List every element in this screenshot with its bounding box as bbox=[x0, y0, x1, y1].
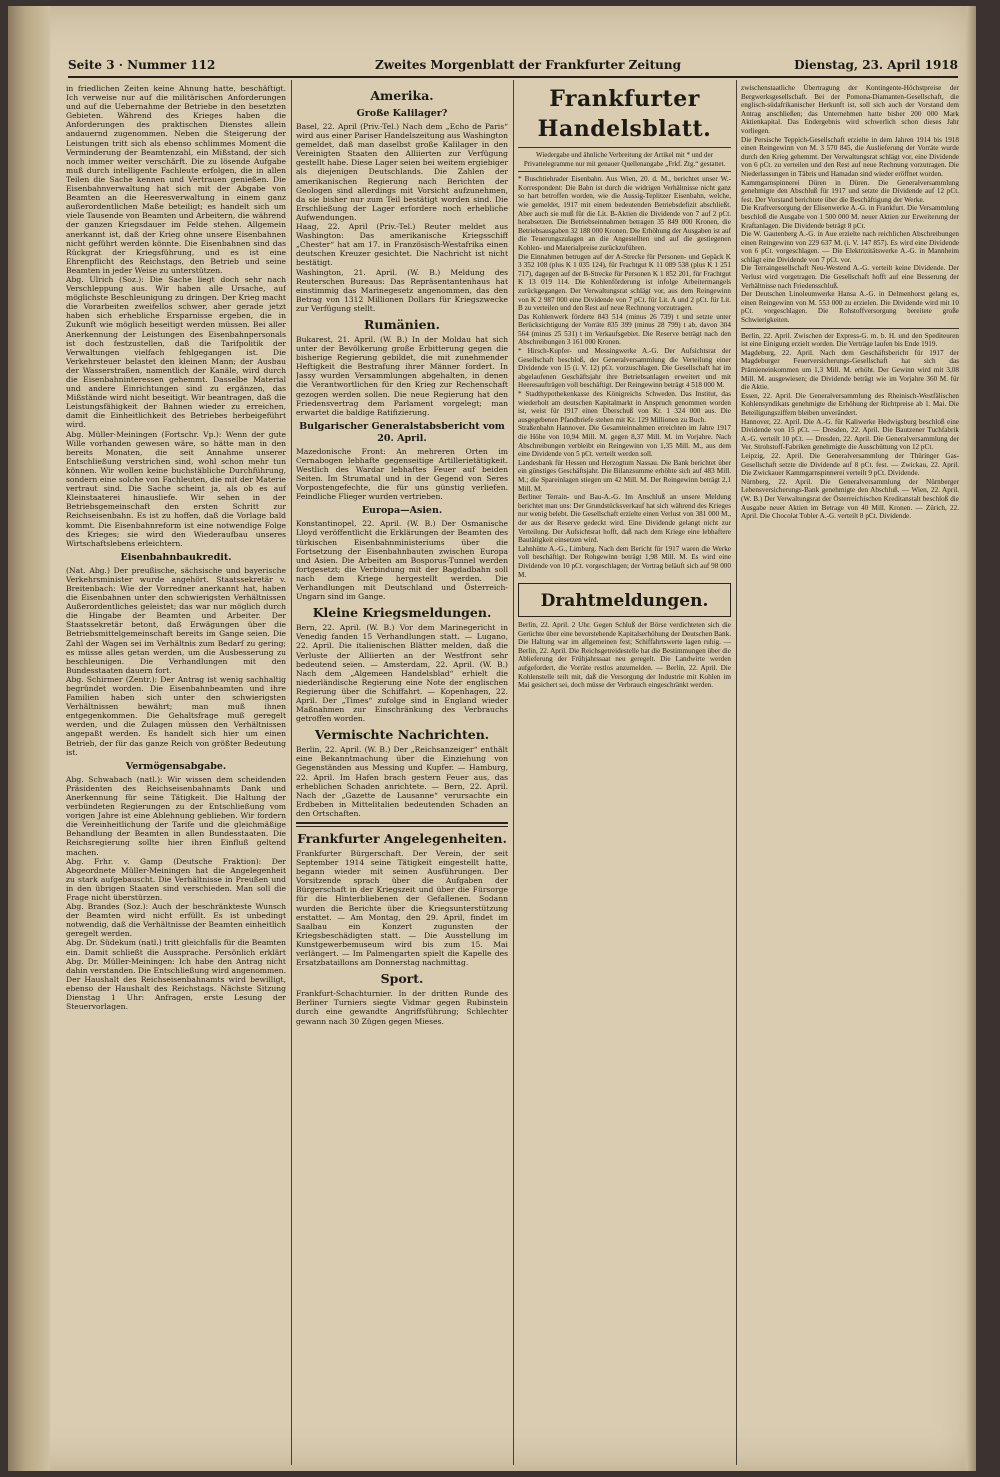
section-heading-bulgaria: Bulgarischer Generalstabsbericht vom 20. April. bbox=[299, 420, 505, 444]
paragraph: Straßenbahn Hannover. Die Gesamteinnahmen erreichten im Jahre 1917 die Höhe von 10,94 Mill. M. gegen 8,37 Mill. M. im Vorjahre. Nach Abschreibungen verbleibt ein Reingewinn von 1,35 Mill. M., aus dem eine Dividende von 5 pCt. verteilt werden soll. bbox=[518, 424, 731, 459]
paragraph: Nürnberg, 22. April. Die Generalversammlung der Nürnberger Lebensversicherungs-Bank genehmigte den Abschluß. — Wien, 22. April. (W. B.) Der Verwaltungsrat der Österreichischen Kreditanstalt beschloß die Ausgabe neuer Aktien im Betrage von 40 Mill. Kronen. — Zürich, 22. April. Die Chocolat Tobler A.-G. verteilt 8 pCt. Dividende. bbox=[741, 477, 959, 521]
paragraph: * Hirsch-Kupfer- und Messingwerke A.-G. Der Aufsichtsrat der Gesellschaft beschloß, der Generalversammlung die Verteilung einer Dividende von 15 (i. V. 12) pCt. vorzuschlagen. Die Gesellschaft hat im abgelaufenen Geschäftsjahr ihre Betriebsanlagen erweitert und mit Heeresaufträgen voll beschäftigt. Der Reingewinn beträgt 4 518 000 M. bbox=[518, 347, 731, 390]
page-edge bbox=[966, 6, 976, 1471]
paragraph: Bern, 22. April. (W. B.) Vor dem Marinegericht in Venedig fanden 15 Verhandlungen statt. — Lugano, 22. April. Die italienischen Blätter melden, daß die Verluste der Alliierten an der Westfront sehr bedeutend seien. — Amsterdam, 22. April. (W. B.) Nach dem „Algemeen Handelsblad“ erhielt die niederländische Regierung eine Note der englischen Regierung über die Schiffahrt. — Kopenhagen, 22. April. Der „Times“ zufolge sind in England wieder Maßnahmen zur Einschränkung des Verbrauchs getroffen worden. bbox=[296, 623, 508, 724]
paragraph: Der Deutschen Linoleumwerke Hansa A.-G. in Delmenhorst gelang es, einen Reingewinn von M. 553 000 zu erzielen. Die Dividende wird mit 10 pCt. vorgeschlagen. Die Rohstoffversorgung bereitete große Schwierigkeiten. bbox=[741, 290, 959, 325]
column-separator bbox=[513, 80, 514, 1465]
paragraph: Abg. Frhr. v. Gamp (Deutsche Fraktion): Der Abgeordnete Müller-Meiningen hat die Angelegenheit zu stark aufgebauscht. Die Verhältnisse in Preußen und in den übrigen Staaten sind verschieden. Man soll die Frage nicht überstürzen. bbox=[66, 856, 286, 902]
paragraph: Berlin, 22. April. 2 Uhr. Gegen Schluß der Börse verdichteten sich die Gerüchte über eine bevorstehende Kapitalserhöhung der Deutschen Bank. Die Haltung war im allgemeinen fest; Schiffahrtswerte lagen ruhig. — Berlin, 22. April. Die Reichsgetreidestelle hat die Bestimmungen über die Ablieferung der Frühjahrssaat neu geregelt. Die Landwirte werden aufgefordert, die Vorräte restlos anzumelden. — Berlin, 22. April. Die Kohlenstelle teilt mit, daß die Versorgung der Industrie mit Kohlen im Mai gesichert sei, doch müsse der Verbrauch eingeschränkt werden. bbox=[518, 621, 731, 690]
paragraph: Berlin, 22. April. (W. B.) Der „Reichsanzeiger“ enthält eine Bekanntmachung über die Einziehung von Gegenständen aus Messing und Kupfer. — Hamburg, 22. April. Im Hafen brach gestern Feuer aus, das erheblichen Schaden anrichtete. — Bern, 22. April. Nach der „Gazette de Lausanne“ verursachte ein Erdbeben in Mittelitalien bedeutenden Schaden an den Ortschaften. bbox=[296, 745, 508, 818]
paragraph: Mazedonische Front: An mehreren Orten im Cernabogen lebhafte gegenseitige Artillerietätigkeit. Westlich des Wardar lebhaftes Feuer auf beiden Seiten. Im Strumatal und in der Gegend von Seres Vorpostengefechte, die für uns günstig verliefen. Feindliche Flieger wurden vertrieben. bbox=[296, 446, 508, 502]
paragraph: Washington, 21. April. (W. B.) Meldung des Reuterschen Bureaus: Das Repräsentantenhaus hat einstimmig das Marinegesetz angenommen, das den Betrag von 1312 Millionen Dollars für Kriegszwecke zur Verfügung stellt. bbox=[296, 267, 508, 313]
column-separator bbox=[736, 80, 737, 1465]
paragraph: Frankfurter Bürgerschaft. Der Verein, der seit September 1914 seine Tätigkeit eingestellt hatte, begann wieder mit seinen Ausführungen. Der Vorsitzende sprach über die Aufgaben der Bürgerschaft in der Kriegszeit und über die Fürsorge für die Hinterbliebenen der Gefallenen. Sodann wurden die Berichte über die Kriegsunterstützung erstattet. — Am Montag, den 29. April, findet im Saalbau ein Konzert zugunsten der Kriegsbeschädigten statt. — Die Ausstellung im Kunstgewerbemuseum wird bis zum 15. Mai verlängert. — Im Palmengarten spielt die Kapelle des Ersatzbataillons am Donnerstag nachmittag. bbox=[296, 849, 508, 968]
paragraph: Abg. Dr. Südekum (natl.) tritt gleichfalls für die Beamten ein. Damit schließt die Aussprache. Persönlich erklärt Abg. Dr. Müller-Meiningen: Ich habe den Antrag nicht dahin verstanden. Die Entschließung wird angenommen. Der Haushalt des Reichseisenbahnamts wird bewilligt, ebenso der Haushalt des Reichstags. Nächste Sitzung Dienstag 1 Uhr: Anfragen, erste Lesung der Steuervorlagen. bbox=[66, 938, 286, 1012]
paragraph: Abg. Müller-Meiningen (Fortschr. Vp.): Wenn der gute Wille vorhanden gewesen wäre, so hätte man in den bereits Monaten, die seit Annahme unserer Entschließung verstrichen sind, wohl schon mehr tun können. Wir wollen keine buchstäbliche Durchführung, sondern eine solche von Fachleuten, die mit der Materie vertraut sind. Die Sache scheint ja, als ob es auf Kleinstaaterei hinausliefe. Wir sehen in der Betriebsgemeinschaft den ersten Schritt zur Reichseisenbahn. Es ist zu hoffen, daß die Vorlage bald kommt. Die Eisenbahnreform ist eine notwendige Folge des Krieges; sie wird den Wiederaufbau unseres Wirtschaftslebens erleichtern. bbox=[66, 429, 286, 548]
section-heading: Eisenbahnbaukredit. bbox=[120, 551, 232, 563]
paragraph: Frankfurt-Schachturnier. In der dritten Runde des Berliner Turniers siegte Vidmar gegen Rubinstein durch eine gewandte Angriffsführung; Schlechter gewann nach 30 Zügen gegen Mieses. bbox=[296, 989, 508, 1026]
header-rule bbox=[68, 76, 958, 78]
paragraph: * Stadthypothekenkasse des Königreichs Schweden. Das Institut, das wiederholt am deutschen Kapitalmarkt in Anspruch genommen worden ist, weist für 1917 einen Überschuß von Kr. 1 324 000 aus. Die ausgegebenen Pfandbriefe stehen mit Kr. 129 Millionen zu Buch. bbox=[518, 390, 731, 424]
column-business-continued bbox=[741, 84, 959, 1464]
header-page-number: Seite 3 · Nummer 112 bbox=[68, 58, 216, 72]
paragraph: Die Einnahmen betrugen auf der A-Strecke für Personen- und Gepäck K 3 352 108 (plus K 1 035 124), für Frachtgut K 11 089 538 (plus K 1 251 717), dagegen auf der B-Strecke für Personen K 1 852 201, für Frachtgut K 13 019 114. Die Kohlenförderung ist infolge Arbeitermangels zurückgegangen. Der Verwaltungsrat schlägt vor, aus dem Reingewinn von K 2 987 000 eine Dividende von 7 pCt. für Lit. A und 2 pCt. für Lit. B zu verteilen und den Rest auf neue Rechnung vorzutragen. bbox=[518, 252, 731, 313]
paragraph: Die Persische Teppich-Gesellschaft erzielte in dem Jahren 1914 bis 1918 einen Reingewinn von M. 3 570 845, die Auslieferung der Vorräte wurde durch den Krieg gehemmt. Der Verwaltungsrat schlägt vor, eine Dividende von 6 pCt. zu verteilen und den Rest auf neue Rechnung vorzutragen. Die Niederlassungen in Täbris und Hamadan sind wieder eröffnet worden. bbox=[741, 135, 959, 178]
page-binding bbox=[8, 6, 50, 1471]
paragraph: in friedlichen Zeiten keine Ahnung hatte, beschäftigt. Ich verweise nur auf die militärischen Anforderungen und auf die Uebernahme der Betriebe in den besetzten Gebieten. Während des Krieges haben die Anforderungen des praktischen Dienstes allein andauernd zugenommen. Neben die Steigerung der Leistungen tritt sich als ebenso schlimmes Moment die Verminderung der Beamtenzahl, ein Mißstand, der sich noch immer weiter verschärft. Die zu lösende Aufgabe muß durch intelligente Fachleute erfolgen, die in allen Teilen die Sache kennen und Vertrauen genießen. Die Eisenbahnverwaltung hat sich mit der Abgabe von Beamten an die Heeresverwaltung in einem ganz außerordentlichen Maße beteiligt; es handelt sich um viele Tausende von Beamten und Arbeitern, die während der ganzen Kriegsdauer im Felde stehen. Allgemein anerkannt ist, daß der Krieg ohne unsere Eisenbahnen nicht geführt werden könnte. Die Eisenbahnen sind das Rückgrat der Kriegsführung, und es ist eine Ehrenpflicht des Reichstags, den Betrieb und seine Beamten in jeder Weise zu unterstützen. bbox=[66, 84, 286, 275]
section-heading-america: Amerika. bbox=[370, 88, 434, 103]
paragraph: Abg. Schirmer (Zentr.): Der Antrag ist wenig sachhaltig begründet worden. Die Eisenbahnbeamten und ihre Familien haben sich unter den schwierigsten Verhältnissen bewährt; man muß ihnen entgegenkommen. Die Gehaltsfrage muß geregelt werden, und die Zulagen müssen den Verhältnissen angepaßt werden. Es handelt sich hier um einen Betrieb, der für das ganze Reich von größter Bedeutung ist. bbox=[66, 674, 286, 757]
paragraph: Abg. Brandes (Soz.): Auch der beschränkteste Wunsch der Beamten wird nicht erfüllt. Es ist unbedingt notwendig, daß die Verhältnisse der Beamten einheitlich geregelt werden. bbox=[66, 902, 286, 939]
paragraph: Konstantinopel, 22. April. (W. B.) Der Osmanische Lloyd veröffentlicht die Erklärungen der Beamten des türkischen Eisenbahnministeriums über die Fortsetzung der Eisenbahnbauten zwischen Europa und Asien. Die Arbeiten am Bosporus-Tunnel werden fortgesetzt; die Verbindung mit der Bagdadbahn soll nach dem Kriege hergestellt werden. Die Verhandlungen mit Deutschland und Österreich-Ungarn sind im Gange. bbox=[296, 519, 508, 602]
section-heading-wire: Drahtmeldungen. bbox=[540, 591, 709, 612]
divider bbox=[518, 171, 731, 172]
section-heading-misc: Vermischte Nachrichten. bbox=[314, 727, 490, 743]
paragraph: Die Kraftversorgung der Elisenwerke A.-G. in Frankfurt. Die Versammlung beschloß die Ausgabe von 1 500 000 M. neuer Aktien zur Erweiterung der Kraftanlagen. Die Dividende beträgt 8 pCt. bbox=[741, 204, 959, 230]
column-news bbox=[296, 84, 508, 1464]
paragraph: Magdeburg, 22. April. Nach dem Geschäftsbericht für 1917 der Magdeburger Feuerversicherungs-Gesellschaft hat sich das Prämieneinkommen um 1,3 Mill. M. erhöht. Der Gewinn wird mit 3,08 Mill. M. ausgewiesen; die Dividende beträgt wie im Vorjahre 360 M. für die Aktie. bbox=[741, 348, 959, 392]
divider bbox=[518, 147, 731, 148]
wire-reports-box bbox=[518, 583, 731, 617]
header-date: Dienstag, 23. April 1918 bbox=[794, 58, 958, 72]
paragraph: Lahnhütte A.-G., Limburg. Nach dem Bericht für 1917 waren die Werke voll beschäftigt. Der Rohgewinn beträgt 1,98 Mill. M. Es wird eine Dividende von 10 pCt. vorgeschlagen; der Vortrag beläuft sich auf 98 000 M. bbox=[518, 544, 731, 579]
business-section-title: Frankfurter Handelsblatt. bbox=[537, 86, 712, 142]
paragraph: Abg. Schwabach (natl.): Wir wissen dem scheidenden Präsidenten des Reichseisenbahnamts Dank und Anerkennung für seine Tätigkeit. Die Haltung der verbündeten Regierungen zu der Entschließung vom vorigen Jahre ist eine Ablehnung geblieben. Wir fordern die Vereinheitlichung der Tarife und die gleichmäßige Behandlung der Beamten in allen Bundesstaaten. Die Reichsregierung sollte hier ihren Einfluß geltend machen. bbox=[66, 774, 286, 857]
paragraph: zwischenstaatliche Übertragung der Kontingente-Höchstpreise der Bergwerksgesellschaft. Bei der Pomona-Diamanten-Gesellschaft, die englisch-südafrikanischer Herkunft ist, soll sich auch der Vorstand dem Antrag anschließen; das Unternehmen hatte bisher 200 000 Mark Aktienkapital. Das Endergebnis wird schwerlich schon dieses Jahr vorliegen. bbox=[741, 84, 959, 135]
paragraph: Bukarest, 21. April. (W. B.) In der Moldau hat sich unter der Bevölkerung große Erbitterung gegen die bisherige Regierung gebildet, die mit zunehmender Heftigkeit die Bestrafung ihrer Männer fordert. In Jassy wurden Versammlungen abgehalten, in denen die Verantwortlichen für den Krieg zur Rechenschaft gezogen werden sollen. Die neue Regierung hat den Friedensvertrag dem Parlament vorgelegt; man erwartet die baldige Ratifizierung. bbox=[296, 334, 508, 417]
article-heading: Große Kalilager? bbox=[356, 108, 448, 119]
paragraph: Basel, 22. April (Priv.-Tel.) Nach dem „Echo de Paris“ wird aus einer Pariser Handelszeitung aus Washington gemeldet, daß man daselbst große Kalilager in den Vereinigten Staaten den Alliierten zur Verfügung gestellt habe. Diese Lager seien bei weitem ergiebiger als diejenigen Deutschlands. Die Zahlen der amerikanischen Regierung nach Berichten der Geologen sind allerdings mit Vorsicht aufzunehmen, da sie bisher nur zum Teil bestätigt worden sind. Die Erschließung der Lager erfordere noch erhebliche Aufwendungen. bbox=[296, 122, 508, 222]
divider bbox=[741, 328, 959, 329]
paragraph: Essen, 22. April. Die Generalversammlung des Rheinisch-Westfälischen Kohlensyndikats genehmigte die Erhöhung der Richtpreise ab 1. Mai. Die Beteiligungsziffern bleiben unverändert. bbox=[741, 391, 959, 417]
column-separator bbox=[291, 80, 292, 1465]
header-masthead: Zweites Morgenblatt der Frankfurter Zeitung bbox=[375, 58, 681, 72]
paragraph: Landesbank für Hessen und Herzogtum Nassau. Die Bank berichtet über ein günstiges Geschäftsjahr. Die Bilanzsumme erhöhte sich auf 483 Mill. M.; die Spareinlagen stiegen um 42 Mill. M. Der Reingewinn beträgt 2,1 Mill. M. bbox=[518, 458, 731, 493]
paragraph: Die W. Gautenberg A.-G. in Aue erzielte nach reichlichen Abschreibungen einen Reingewinn von 229 637 M. (i. V. 147 857). Es wird eine Dividende von 6 pCt. vorgeschlagen. — Die Elektrizitätswerke A.-G. in Mannheim schlägt eine Dividende von 7 pCt. vor. bbox=[741, 230, 959, 264]
section-heading-romania: Rumänien. bbox=[363, 316, 441, 332]
section-heading-frankfurt: Frankfurter Angelegenheiten. bbox=[297, 831, 507, 846]
section-heading-europe-asia: Europa—Asien. bbox=[361, 505, 443, 517]
copyright-notice: Wiedergabe und ähnliche Verbreitung der Artikel mit * und der Privattelegramme nur mit genauer Quellenangabe „Frkf. Ztg.“ gestattet. bbox=[523, 151, 726, 168]
paragraph: Kammgarnspinnerei Düren in Düren. Die Generalversammlung genehmigte den Abschluß für 1917 und setzte die Dividende auf 12 pCt. fest. Der Vorstand berichtete über die Beschäftigung der Werke. bbox=[741, 178, 959, 204]
divider bbox=[296, 822, 508, 827]
paragraph: Die Terraingesellschaft Neu-Westend A.-G. verteilt keine Dividende. Der Verlust wird vorgetragen. Die Gesellschaft hofft auf eine Besserung der Verhältnisse nach Friedensschluß. bbox=[741, 264, 959, 290]
paragraph: Haag, 22. April (Priv.-Tel.) Reuter meldet aus Washington: Das amerikanische Kriegsschiff „Chester“ hat am 17. in Französisch-Westafrika einen deutschen Kreuzer gesichtet. Die Nachricht ist nicht bestätigt. bbox=[296, 222, 508, 268]
paragraph: Das Kohlenwerk förderte 843 514 (minus 26 739) t und setzte unter Berücksichtigung der Vorräte 835 399 (minus 28 799) t ab, davon 304 564 (minus 25 531) t im Verkaufsgebiet. Die Reserve beträgt nach den Abschreibungen 3 161 000 Kronen. bbox=[518, 312, 731, 347]
page-header bbox=[68, 58, 958, 76]
paragraph: Berliner Terrain- und Bau-A.-G. Im Anschluß an unsere Meldung berichtet man uns: Der Grundstücksverkauf hat sich während des Krieges nur wenig belebt. Die Gesellschaft erzielte einen Verlust von 381 000 M., der aus der Reserve gedeckt wird. Eine Dividende gelangt nicht zur Verteilung. Der Aufsichtsrat hofft, daß nach dem Kriege eine lebhaftere Bautätigkeit einsetzen wird. bbox=[518, 493, 731, 545]
paragraph: * Buschtiehrader Eisenbahn. Aus Wien, 20. d. M., berichtet unser W.-Korrespondent: Die Bahn ist durch die widrigen Verhältnisse nicht ganz so hart betroffen worden, wie die Aussig-Teplitzer Eisenbahn, welche, wie gemeldet, 1917 mit einem bedeutenden Betriebsdefizit abschließt. Aber auch sie muß für die Lit. B-Aktien die Dividende von 7 auf 2 pCt. herabsetzen. Die Betriebseinnahmen betragen 35 849 000 Kronen, die Betriebsausgaben 32 188 000 Kronen. Die Erhöhung der Ausgaben ist auf die Teuerungszulagen an die Angestellten und auf die gestiegenen Kohlen- und Materialpreise zurückzuführen. bbox=[518, 175, 731, 252]
paragraph: Abg. Ulrich (Soz.): Die Sache liegt doch sehr nach Verschleppung aus. Wir haben alle Ursache, auf möglichste Beschleunigung zu dringen. Der Krieg macht die Vorarbeiten zweifellos schwer, aber gerade jetzt haben sich erhebliche Ersparnisse ergeben, die in Zukunft wie möglich beseitigt werden müssen. Bei aller Anerkennung der Leistungen des Eisenbahnpersonals ist doch festzustellen, daß die Tarifpolitik der Verwaltungen vielfach fehlgegangen ist. Die Verkehrsteuer belastet den kleinen Mann; der Ausbau der Wasserstraßen, namentlich der Kanäle, wird durch die Eisenbahninteressen gehemmt. Dasselbe Material und andere Einrichtungen sind zu ergänzen, das Mißstände wird nicht beseitigt. Wir beantragen, daß die Leistungsfähigkeit der Bahnen wieder zu erreichen, damit die Einheitlichkeit des Betriebes herbeigeführt wird. bbox=[66, 274, 286, 430]
section-heading-war-news: Kleine Kriegsmeldungen. bbox=[312, 605, 492, 621]
newspaper-page bbox=[8, 6, 976, 1471]
column-parliament bbox=[66, 84, 286, 1464]
paragraph: Hannover, 22. April. Die A.-G. für Kaliwerke Hedwigsburg beschloß eine Dividende von 15 pCt. — Dresden, 22. April. Die Bautzener Tuchfabrik A.-G. verteilt 10 pCt. — Dresden, 22. April. Die Generalversammlung der Ver. Strohstoff-Fabriken genehmigte die Ausschüttung von 12 pCt. bbox=[741, 417, 959, 452]
section-heading-sport: Sport. bbox=[380, 971, 424, 987]
paragraph: (Nat. Abg.) Der preußische, sächsische und bayerische Verkehrsminister wurde angehört. Staatssekretär v. Breitenbach: Wie der Vorredner anerkannt hat, haben die Eisenbahnen unter den schwierigsten Verhältnissen Außerordentliches geleistet; das war nur möglich durch die Hingabe der Beamten und Arbeiter. Der Staatssekretär betont, daß Erwägungen über die Betriebsmittelgemeinschaft bereits im Gange seien. Die Zahl der Wagen sei im Verhältnis zum Bedarf zu gering; es müsse alles getan werden, um die Ausbesserung zu beschleunigen. Die Verhandlungen mit den Bundesstaaten dauern fort. bbox=[66, 565, 286, 675]
column-business bbox=[518, 84, 731, 1464]
paragraph: Berlin, 22. April. Zwischen der Express-G. m. b. H. und den Spediteuren ist eine Einigung erzielt worden. Die Verträge laufen bis Ende 1919. bbox=[741, 331, 959, 349]
section-heading: Vermögensabgabe. bbox=[125, 760, 227, 772]
paragraph: Leipzig, 22. April. Die Generalversammlung der Thüringer Gas-Gesellschaft setzte die Dividende auf 8 pCt. fest. — Zwickau, 22. April. Die Zwickauer Kammgarnspinnerei verteilt 9 pCt. Dividende. bbox=[741, 451, 959, 478]
